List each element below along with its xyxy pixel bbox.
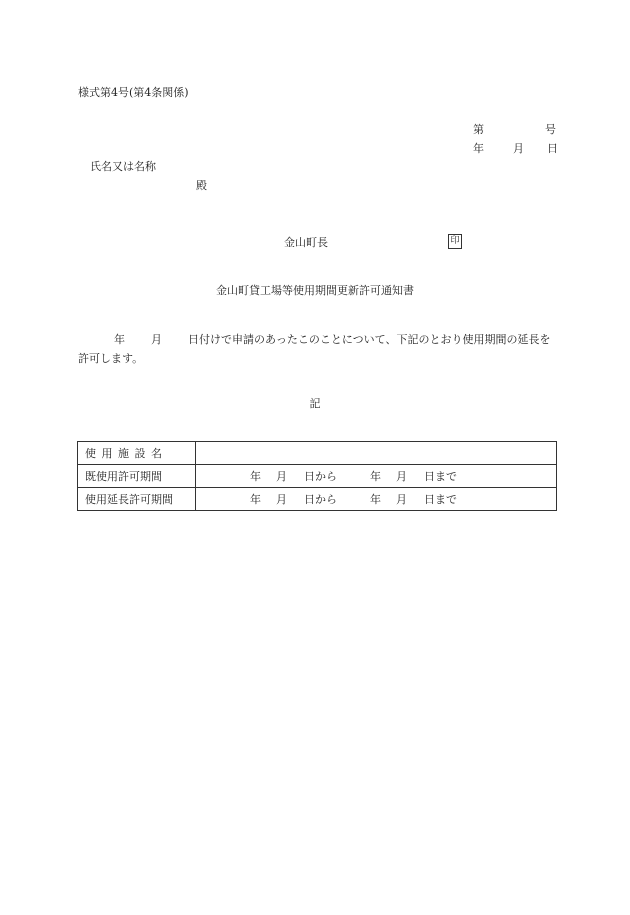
period-month-label: 月 — [276, 470, 287, 483]
period-year-label: 年 — [250, 493, 261, 506]
extension-period-value — [196, 488, 557, 511]
ki-heading: 記 — [309, 397, 321, 410]
table-row — [78, 488, 557, 511]
document-title: 金山町貸工場等使用期間更新許可通知書 — [216, 284, 414, 297]
period-year-label: 年 — [370, 493, 381, 506]
body-month-label: 月 — [151, 333, 162, 346]
table-row — [78, 442, 557, 465]
table-row — [78, 465, 557, 488]
body-text: 日付けで申請のあったこのことについて、下記のとおり使用期間の延長を許可します。 — [78, 333, 551, 365]
period-month-label: 月 — [396, 493, 407, 506]
issuer-title: 金山町長 — [284, 236, 328, 249]
period-year-label: 年 — [370, 470, 381, 483]
existing-period-value — [196, 465, 557, 488]
body-year-label: 年 — [114, 333, 125, 346]
date-month-label: 月 — [513, 142, 524, 155]
body-paragraph — [78, 330, 558, 368]
period-day-until-label: 日まで — [424, 493, 457, 506]
date-day-label: 日 — [547, 142, 558, 155]
existing-period-label: 既使用許可期間 — [78, 465, 196, 488]
seal-mark: 印 — [448, 234, 462, 249]
date-year-label: 年 — [473, 142, 484, 155]
period-day-from-label: 日から — [304, 493, 337, 506]
permit-info-table — [77, 441, 557, 511]
document-number-suffix: 号 — [545, 123, 556, 136]
period-month-label: 月 — [396, 470, 407, 483]
issue-date — [473, 142, 558, 156]
recipient-name-label: 氏名又は名称 — [90, 160, 156, 173]
recipient-honorific: 殿 — [196, 179, 207, 192]
period-year-label: 年 — [250, 470, 261, 483]
extension-period-label: 使用延長許可期間 — [78, 488, 196, 511]
period-day-from-label: 日から — [304, 470, 337, 483]
period-month-label: 月 — [276, 493, 287, 506]
facility-name-label: 使用施設名 — [78, 442, 196, 465]
facility-name-value — [196, 442, 557, 465]
period-day-until-label: 日まで — [424, 470, 457, 483]
document-number-prefix: 第 — [473, 123, 484, 136]
form-number: 様式第4号(第4条関係) — [78, 86, 189, 99]
